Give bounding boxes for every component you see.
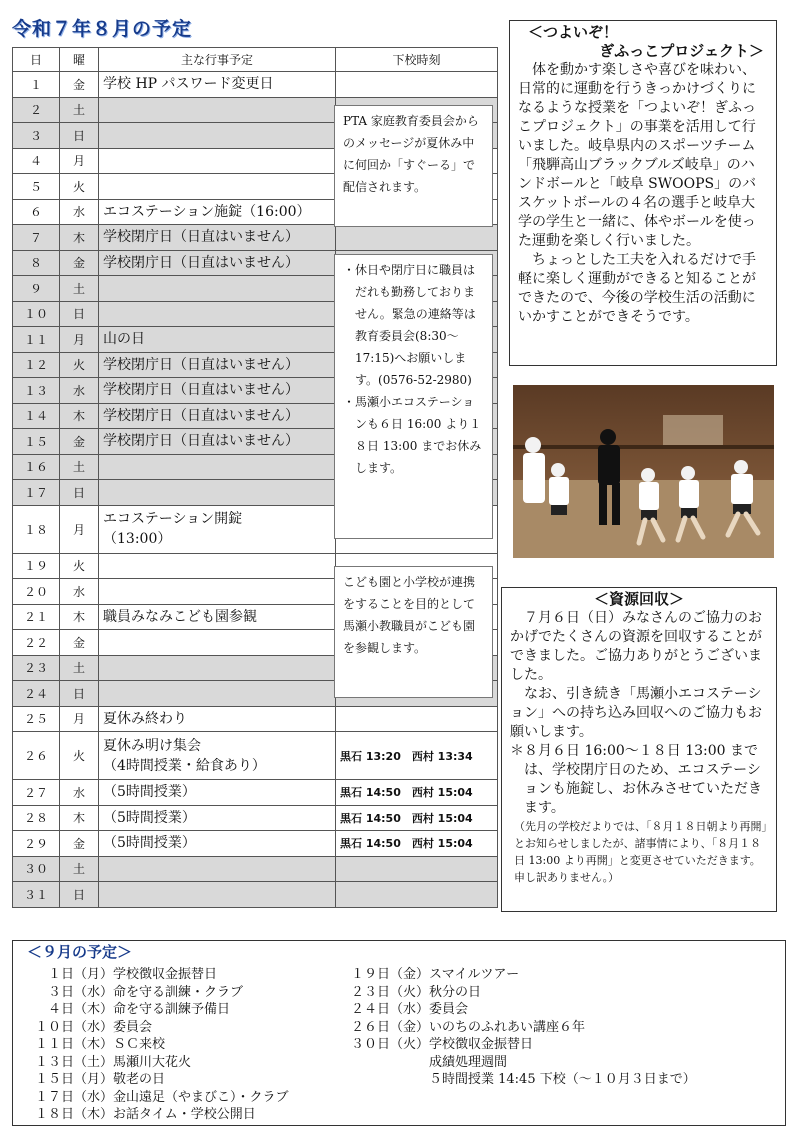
- schedule-weekday: 月: [60, 327, 99, 353]
- schedule-day: ２０: [13, 579, 60, 605]
- schedule-weekday: 水: [60, 378, 99, 404]
- schedule-weekday: 木: [60, 604, 99, 630]
- schedule-day: ５: [13, 174, 60, 200]
- schedule-time: [336, 72, 498, 98]
- schedule-time: 黒石 13:20 西村 13:34: [336, 732, 498, 780]
- schedule-event: 学校 HP パスワード変更日: [99, 72, 336, 98]
- schedule-event: [99, 856, 336, 882]
- schedule-day: ６: [13, 199, 60, 225]
- schedule-day: ２３: [13, 655, 60, 681]
- schedule-day: ７: [13, 225, 60, 251]
- kodomo-note: [334, 566, 493, 698]
- schedule-day: １: [13, 72, 60, 98]
- schedule-event: [99, 97, 336, 123]
- schedule-time: 黒石 14:50 西村 15:04: [336, 780, 498, 806]
- schedule-event: 山の日: [99, 327, 336, 353]
- schedule-weekday: 水: [60, 780, 99, 806]
- schedule-event: [99, 579, 336, 605]
- recycle-paragraph: ＊８月６日 16:00～１８日 13:00 までは、学校閉庁日のため、エコステーションも施錠し、お休みさせていただきます。: [510, 743, 762, 816]
- schedule-event: 夏休み終わり: [99, 706, 336, 732]
- schedule-event: [99, 123, 336, 149]
- schedule-day: ２: [13, 97, 60, 123]
- schedule-weekday: 金: [60, 250, 99, 276]
- schedule-day: ２８: [13, 805, 60, 831]
- header-event: 主な行事予定: [99, 48, 336, 72]
- schedule-day: ３１: [13, 882, 60, 908]
- schedule-day: １６: [13, 454, 60, 480]
- schedule-weekday: 日: [60, 123, 99, 149]
- schedule-row: [13, 831, 498, 857]
- closed-note: [334, 254, 493, 539]
- schedule-day: ３: [13, 123, 60, 149]
- schedule-weekday: 土: [60, 454, 99, 480]
- schedule-time: [336, 225, 498, 251]
- schedule-time: 黒石 14:50 西村 15:04: [336, 831, 498, 857]
- page-title: 令和７年８月の予定: [12, 18, 193, 40]
- september-left-list: １日（月）学校徴収金振替日 ３日（水）命を守る訓練・クラブ ４日（木）命を守る訓練予備日 １０日（水）委員会 １１日（木）ＳＣ来校 １３日（土）馬瀬川大花火 １５日（月）敬老の日 １７日（水）金山遠足（やまびこ）・クラブ １８日（木）お話タイム・学校公開日: [35, 967, 289, 1122]
- schedule-row: [13, 732, 498, 780]
- schedule-event: 学校閉庁日（日直はいません）: [99, 378, 336, 404]
- schedule-weekday: 木: [60, 403, 99, 429]
- schedule-day: １３: [13, 378, 60, 404]
- schedule-event: 学校閉庁日（日直はいません）: [99, 352, 336, 378]
- schedule-day: １７: [13, 480, 60, 506]
- schedule-event: 学校閉庁日（日直はいません）: [99, 250, 336, 276]
- schedule-weekday: 日: [60, 882, 99, 908]
- schedule-event: [99, 480, 336, 506]
- schedule-event: [99, 630, 336, 656]
- schedule-weekday: 土: [60, 856, 99, 882]
- schedule-weekday: 土: [60, 97, 99, 123]
- schedule-row: [13, 225, 498, 251]
- schedule-day: ３０: [13, 856, 60, 882]
- schedule-weekday: 金: [60, 831, 99, 857]
- header-weekday: 曜: [60, 48, 99, 72]
- september-box: [12, 940, 786, 1126]
- schedule-weekday: 土: [60, 276, 99, 302]
- schedule-weekday: 金: [60, 630, 99, 656]
- schedule-row: [13, 706, 498, 732]
- schedule-day: １０: [13, 301, 60, 327]
- schedule-event: [99, 553, 336, 579]
- schedule-weekday: 日: [60, 301, 99, 327]
- schedule-day: ２９: [13, 831, 60, 857]
- schedule-weekday: 月: [60, 706, 99, 732]
- closed-note-item: ・休日や閉庁日に職員はだれも勤務しておりません。緊急の連絡等は教育委員会(8:30～17:15)へお願いします。(0576-52-2980): [343, 263, 476, 387]
- recycle-paragraph: ７月６日（日）みなさんのご協力のおかげでたくさんの資源を回収することができました。ご協力ありがとうございました。: [510, 610, 762, 683]
- schedule-day: ２６: [13, 732, 60, 780]
- schedule-day: １８: [13, 505, 60, 553]
- schedule-weekday: 火: [60, 732, 99, 780]
- pta-note: [334, 105, 493, 227]
- schedule-weekday: 土: [60, 655, 99, 681]
- schedule-day: ２１: [13, 604, 60, 630]
- schedule-weekday: 金: [60, 429, 99, 455]
- recycle-footnote: （先月の学校だよりでは、「８月１８日朝より再開」とお知らせしましたが、諸事情により、「８月１８日 13:00 より再開」と変更させていただきます。申し訳ありません。）: [514, 820, 767, 884]
- schedule-day: １５: [13, 429, 60, 455]
- schedule-event: 職員みなみこども園参観: [99, 604, 336, 630]
- kodomo-note-text: こども園と小学校が連携をすることを目的として馬瀬小教職員がこども園を参観します。: [343, 575, 476, 655]
- sports-photo: [513, 385, 774, 558]
- header-time: 下校時刻: [336, 48, 498, 72]
- schedule-day: ２５: [13, 706, 60, 732]
- schedule-row: [13, 805, 498, 831]
- schedule-weekday: 日: [60, 480, 99, 506]
- schedule-weekday: 水: [60, 579, 99, 605]
- schedule-day: １１: [13, 327, 60, 353]
- schedule-event: [99, 655, 336, 681]
- schedule-day: １２: [13, 352, 60, 378]
- schedule-event: 学校閉庁日（日直はいません）: [99, 429, 336, 455]
- schedule-row: [13, 780, 498, 806]
- schedule-weekday: 月: [60, 505, 99, 553]
- schedule-day: ２４: [13, 681, 60, 707]
- schedule-time: 黒石 14:50 西村 15:04: [336, 805, 498, 831]
- schedule-event: （5時間授業）: [99, 780, 336, 806]
- schedule-event: 夏休み明け集会 （4時間授業・給食あり）: [99, 732, 336, 780]
- schedule-day: ８: [13, 250, 60, 276]
- schedule-day: ９: [13, 276, 60, 302]
- schedule-weekday: 木: [60, 225, 99, 251]
- schedule-weekday: 木: [60, 805, 99, 831]
- schedule-time: [336, 856, 498, 882]
- schedule-event: [99, 276, 336, 302]
- schedule-day: ２７: [13, 780, 60, 806]
- schedule-event: [99, 681, 336, 707]
- schedule-weekday: 火: [60, 352, 99, 378]
- schedule-weekday: 月: [60, 148, 99, 174]
- gifusso-paragraph: ちょっとした工夫を入れるだけで手軽に楽しく運動ができると知ることができたので、今後の学校生活の活動にいかすことができそうです。: [518, 252, 756, 325]
- schedule-event: エコステーション開錠 （13:00）: [99, 505, 336, 553]
- schedule-event: [99, 454, 336, 480]
- schedule-event: （5時間授業）: [99, 831, 336, 857]
- header-day: 日: [13, 48, 60, 72]
- gifusso-title: ＜つよいぞ！ ぎふっこプロジェクト＞: [528, 23, 764, 60]
- schedule-event: （5時間授業）: [99, 805, 336, 831]
- schedule-event: [99, 301, 336, 327]
- schedule-day: １４: [13, 403, 60, 429]
- schedule-row: [13, 72, 498, 98]
- schedule-event: 学校閉庁日（日直はいません）: [99, 403, 336, 429]
- schedule-day: ２２: [13, 630, 60, 656]
- recycle-paragraph: なお、引き続き「馬瀬小エコステーション」への持ち込み回収へのご協力もお願いします。: [510, 686, 762, 740]
- schedule-event: 学校閉庁日（日直はいません）: [99, 225, 336, 251]
- schedule-row: [13, 882, 498, 908]
- schedule-day: ４: [13, 148, 60, 174]
- pta-note-text: PTA 家庭教育委員会からのメッセージが夏休み中に何回か「すぐーる」で配信されます。: [343, 114, 479, 194]
- closed-note-item: ・馬瀬小エコステーションも６日 16:00 より１８日 13:00 までお休みします。: [343, 395, 482, 475]
- september-title: ＜９月の予定＞: [27, 943, 133, 961]
- recycle-box: [501, 587, 777, 912]
- gifusso-paragraph: 体を動かす楽しさや喜びを味わい、日常的に運動を行うきっかけづくりになるような授業を「つよいぞ！ぎふっこプロジェクト」の事業を活用して行いました。岐阜県内のスポーツチーム「飛騨高山ブラックブルズ岐阜」のハンドボールと「岐阜 SWOOPS」のバスケットボールの４名の選手と岐阜大学の学生と一緒に、体やボールを使った運動を楽しく行いました。: [518, 62, 757, 249]
- recycle-title: ＜資源回収＞: [593, 590, 684, 608]
- schedule-event: エコステーション施錠（16:00）: [99, 199, 336, 225]
- gifusso-box: [509, 20, 777, 366]
- schedule-weekday: 火: [60, 174, 99, 200]
- schedule-time: [336, 706, 498, 732]
- schedule-event: [99, 148, 336, 174]
- schedule-event: [99, 174, 336, 200]
- schedule-time: [336, 882, 498, 908]
- schedule-weekday: 水: [60, 199, 99, 225]
- schedule-row: [13, 856, 498, 882]
- schedule-day: １９: [13, 553, 60, 579]
- september-right-list: １９日（金）スマイルツアー ２３日（火）秋分の日 ２４日（水）委員会 ２６日（金）いのちのふれあい講座６年 ３０日（火）学校徴収金振替日 成績処理週間 ５時間授業 14:45 下校（～１０月３日まで）: [351, 967, 696, 1087]
- schedule-weekday: 日: [60, 681, 99, 707]
- schedule-event: [99, 882, 336, 908]
- schedule-weekday: 金: [60, 72, 99, 98]
- schedule-weekday: 火: [60, 553, 99, 579]
